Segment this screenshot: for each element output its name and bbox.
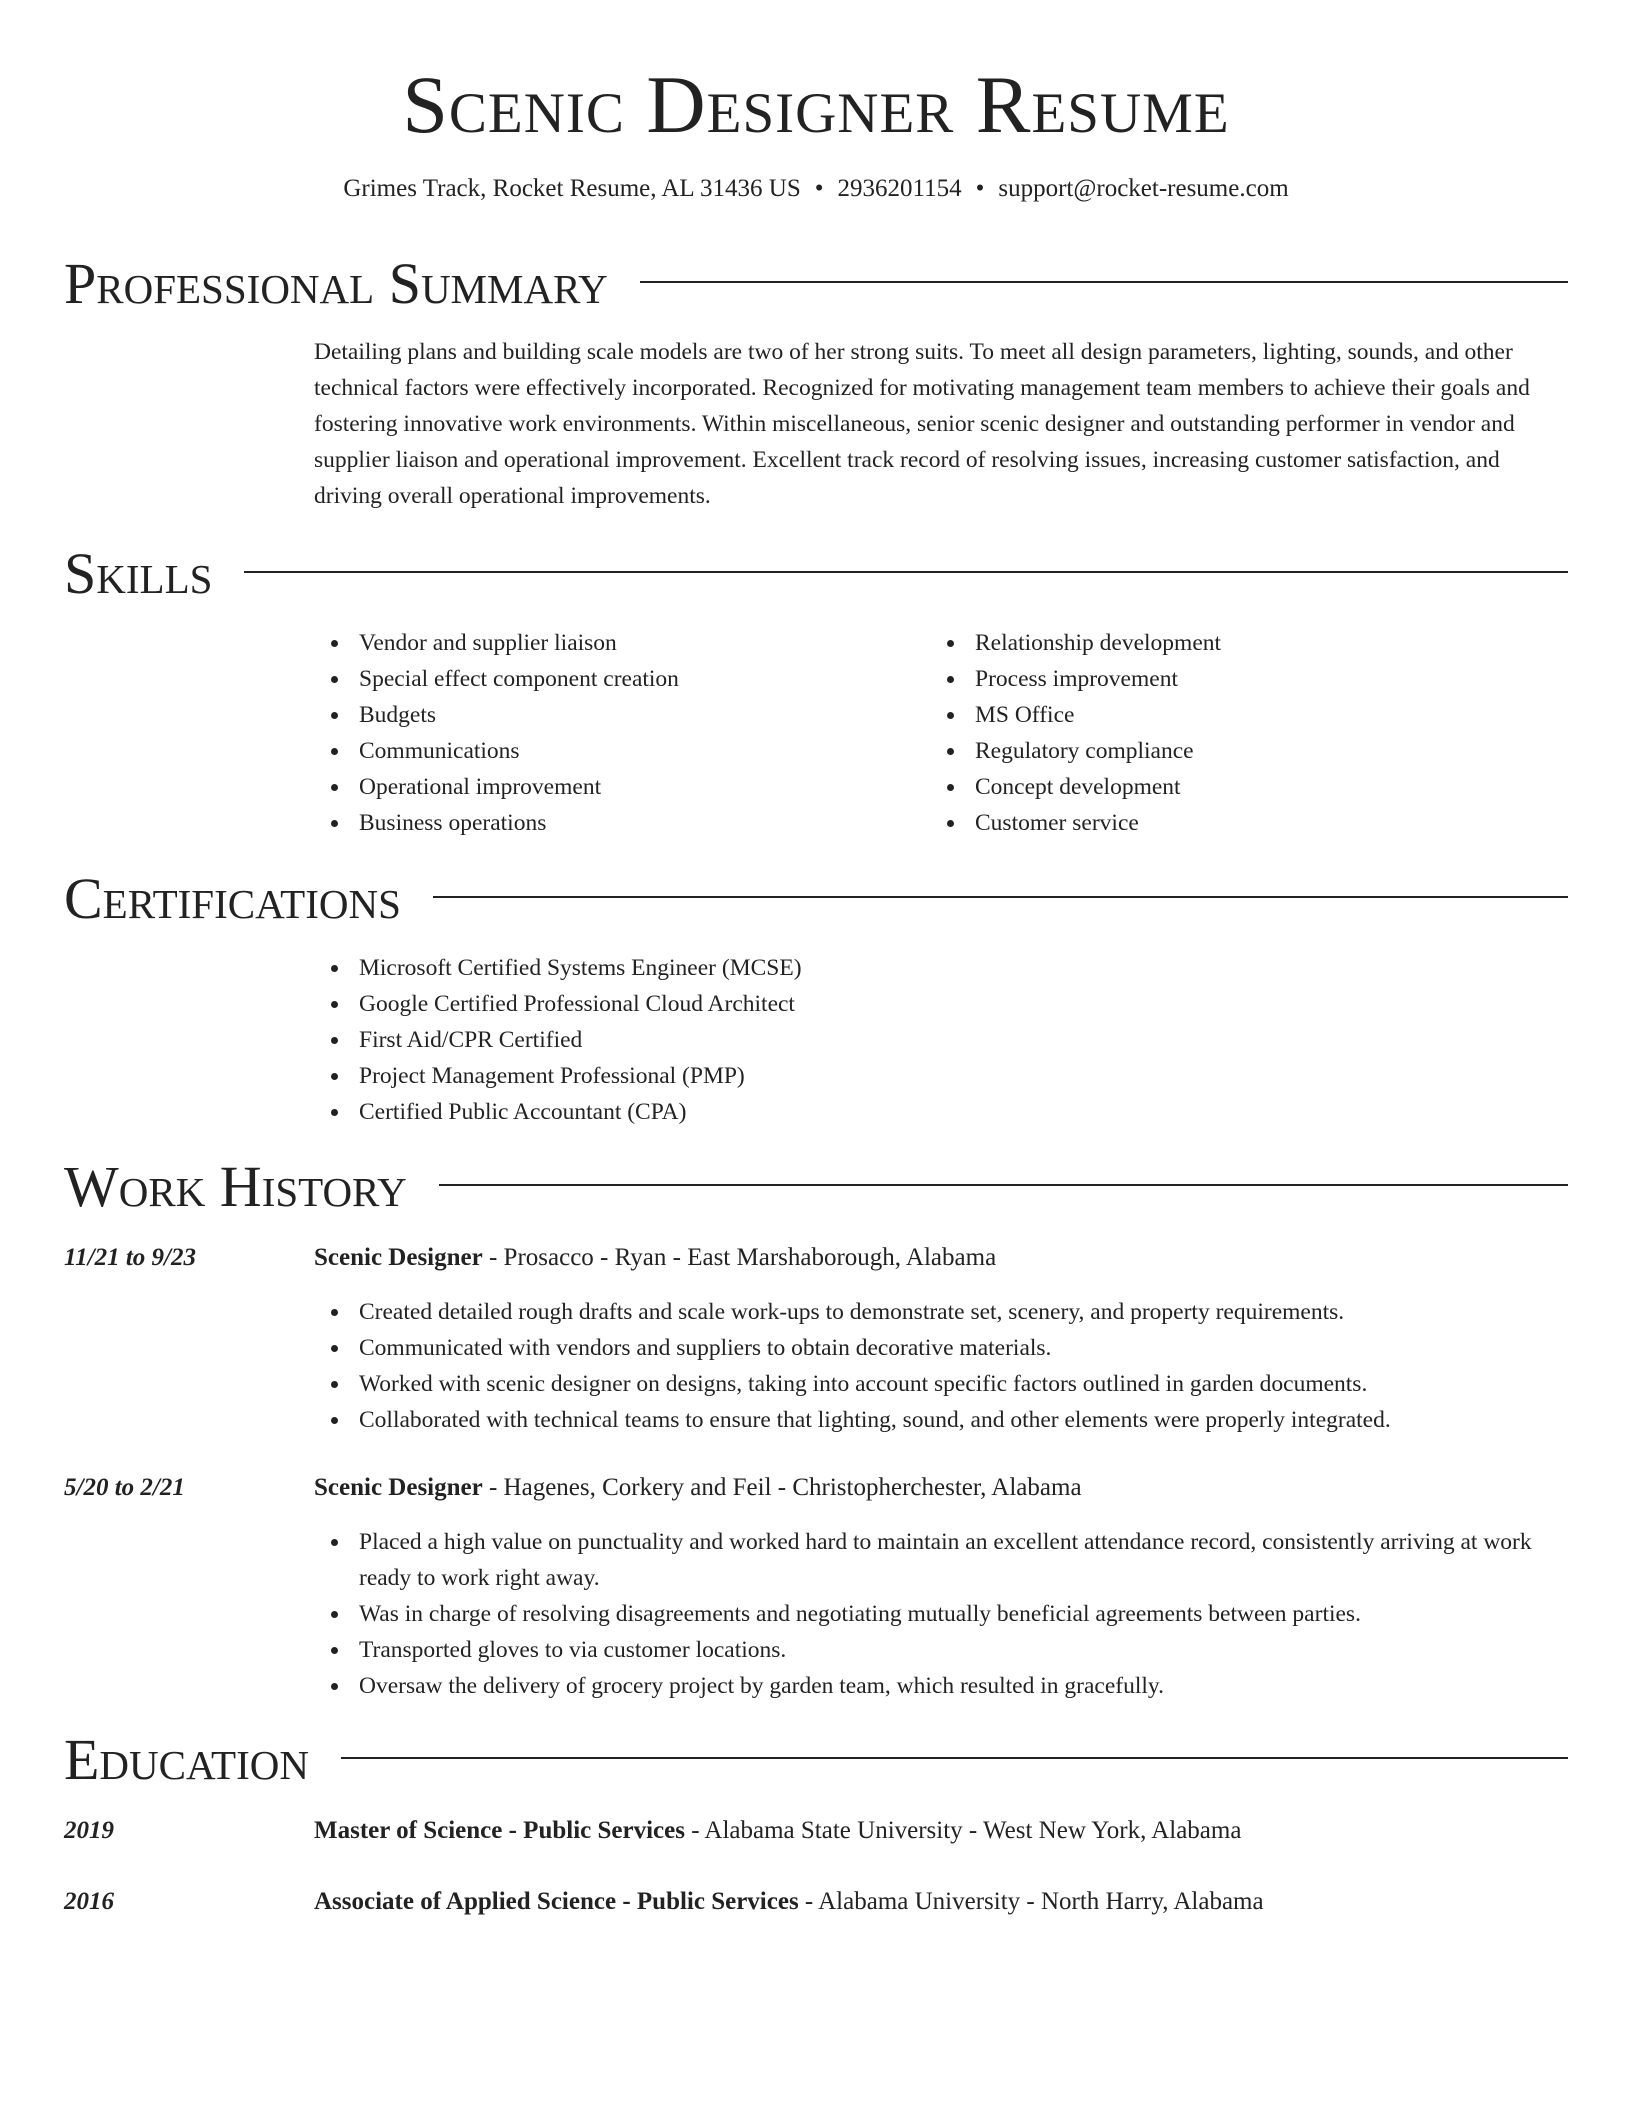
certification-item: Certified Public Accountant (CPA) [314, 1094, 1568, 1130]
job-header [314, 1240, 1568, 1276]
contact-email[interactable]: support@rocket-resume.com [998, 175, 1289, 202]
section-divider [341, 1757, 1568, 1759]
education-details: - Alabama University - North Harry, Alabama [798, 1888, 1264, 1915]
skill-item: Relationship development [930, 625, 1546, 661]
job-title: Scenic Designer [314, 1474, 483, 1501]
certifications-list [314, 950, 1568, 1130]
education-entry [314, 1884, 1568, 1920]
job-bullet: Transported gloves to via customer locations. [314, 1632, 1568, 1668]
job-bullet-list [314, 1524, 1568, 1704]
certification-item: Project Management Professional (PMP) [314, 1058, 1568, 1094]
contact-separator: • [975, 175, 985, 202]
job-header [314, 1470, 1568, 1506]
job-title: Scenic Designer [314, 1244, 483, 1271]
skill-item: Communications [314, 733, 930, 769]
skills-content [314, 625, 1568, 841]
summary-heading: Professional Summary [64, 251, 608, 316]
certification-item: First Aid/CPR Certified [314, 1022, 1568, 1058]
work-section-header [64, 1155, 1568, 1219]
skill-item: Vendor and supplier liaison [314, 625, 930, 661]
summary-section-header [64, 252, 1568, 316]
skill-item: Business operations [314, 805, 930, 841]
contact-address: Grimes Track, Rocket Resume, AL 31436 US [343, 175, 801, 202]
contact-separator: • [814, 175, 824, 202]
education-heading: Education [64, 1727, 309, 1792]
section-divider [433, 896, 1568, 898]
job-dates: 11/21 to 9/23 [64, 1244, 196, 1271]
job-bullet: Communicated with vendors and suppliers to obtain decorative materials. [314, 1330, 1568, 1366]
skills-list-left [314, 625, 930, 841]
job-bullet: Oversaw the delivery of grocery project by garden team, which resulted in gracefully. [314, 1668, 1568, 1704]
work-heading: Work History [64, 1154, 407, 1219]
job-bullet: Collaborated with technical teams to ensure that lighting, sound, and other elements were properly integrated. [314, 1402, 1568, 1438]
job-bullet: Was in charge of resolving disagreements and negotiating mutually beneficial agreements between parties. [314, 1596, 1568, 1632]
education-entry [314, 1813, 1568, 1849]
skills-list-right [930, 625, 1546, 841]
skills-heading: Skills [64, 541, 213, 606]
education-year: 2016 [64, 1888, 114, 1915]
certification-item: Microsoft Certified Systems Engineer (MCSE) [314, 950, 1568, 986]
section-divider [244, 571, 1568, 573]
skill-item: MS Office [930, 697, 1546, 733]
job-details: - Prosacco - Ryan - East Marshaborough, Alabama [482, 1244, 997, 1271]
summary-text: Detailing plans and building scale models are two of her strong suits. To meet all design parameters, lighting, sounds, and other technical factors were effectively incorporated. Recognized for motivating management team members to achieve their goals and fostering innovative work environments. Within miscellaneous, senior scenic designer and outstanding performer in vendor and supplier liaison and operational improvement. Excellent track record of resolving issues, increasing customer satisfaction, and driving overall operational improvements. [314, 339, 1530, 509]
skill-item: Special effect component creation [314, 661, 930, 697]
summary-content [314, 334, 1568, 514]
contact-line [0, 172, 1632, 206]
job-bullet: Worked with scenic designer on designs, taking into account specific factors outlined in garden documents. [314, 1366, 1568, 1402]
job-bullet-list [314, 1294, 1568, 1438]
certifications-heading: Certifications [64, 866, 401, 931]
job-bullets [314, 1294, 1568, 1438]
skill-item: Customer service [930, 805, 1546, 841]
skills-section-header [64, 542, 1568, 606]
section-divider [439, 1184, 1568, 1186]
education-details: - Alabama State University - West New York, Alabama [684, 1817, 1242, 1844]
certification-item: Google Certified Professional Cloud Architect [314, 986, 1568, 1022]
job-dates: 5/20 to 2/21 [64, 1474, 185, 1501]
contact-phone: 2936201154 [837, 175, 962, 202]
skill-item: Regulatory compliance [930, 733, 1546, 769]
job-details: - Hagenes, Corkery and Feil - Christopherchester, Alabama [482, 1474, 1082, 1501]
job-bullet: Placed a high value on punctuality and worked hard to maintain an excellent attendance record, consistently arriving at work ready to work right away. [314, 1524, 1568, 1596]
certifications-content [314, 950, 1568, 1130]
skill-item: Concept development [930, 769, 1546, 805]
job-bullet: Created detailed rough drafts and scale work-ups to demonstrate set, scenery, and property requirements. [314, 1294, 1568, 1330]
skill-item: Budgets [314, 697, 930, 733]
education-degree: Associate of Applied Science - Public Services [314, 1888, 799, 1915]
skill-item: Process improvement [930, 661, 1546, 697]
education-section-header [64, 1728, 1568, 1792]
education-degree: Master of Science - Public Services [314, 1817, 685, 1844]
section-divider [640, 281, 1568, 283]
certifications-section-header [64, 867, 1568, 931]
skill-item: Operational improvement [314, 769, 930, 805]
job-bullets [314, 1524, 1568, 1704]
education-year: 2019 [64, 1817, 114, 1844]
skills-grid [314, 625, 1568, 841]
resume-title: Scenic Designer Resume [402, 59, 1230, 150]
